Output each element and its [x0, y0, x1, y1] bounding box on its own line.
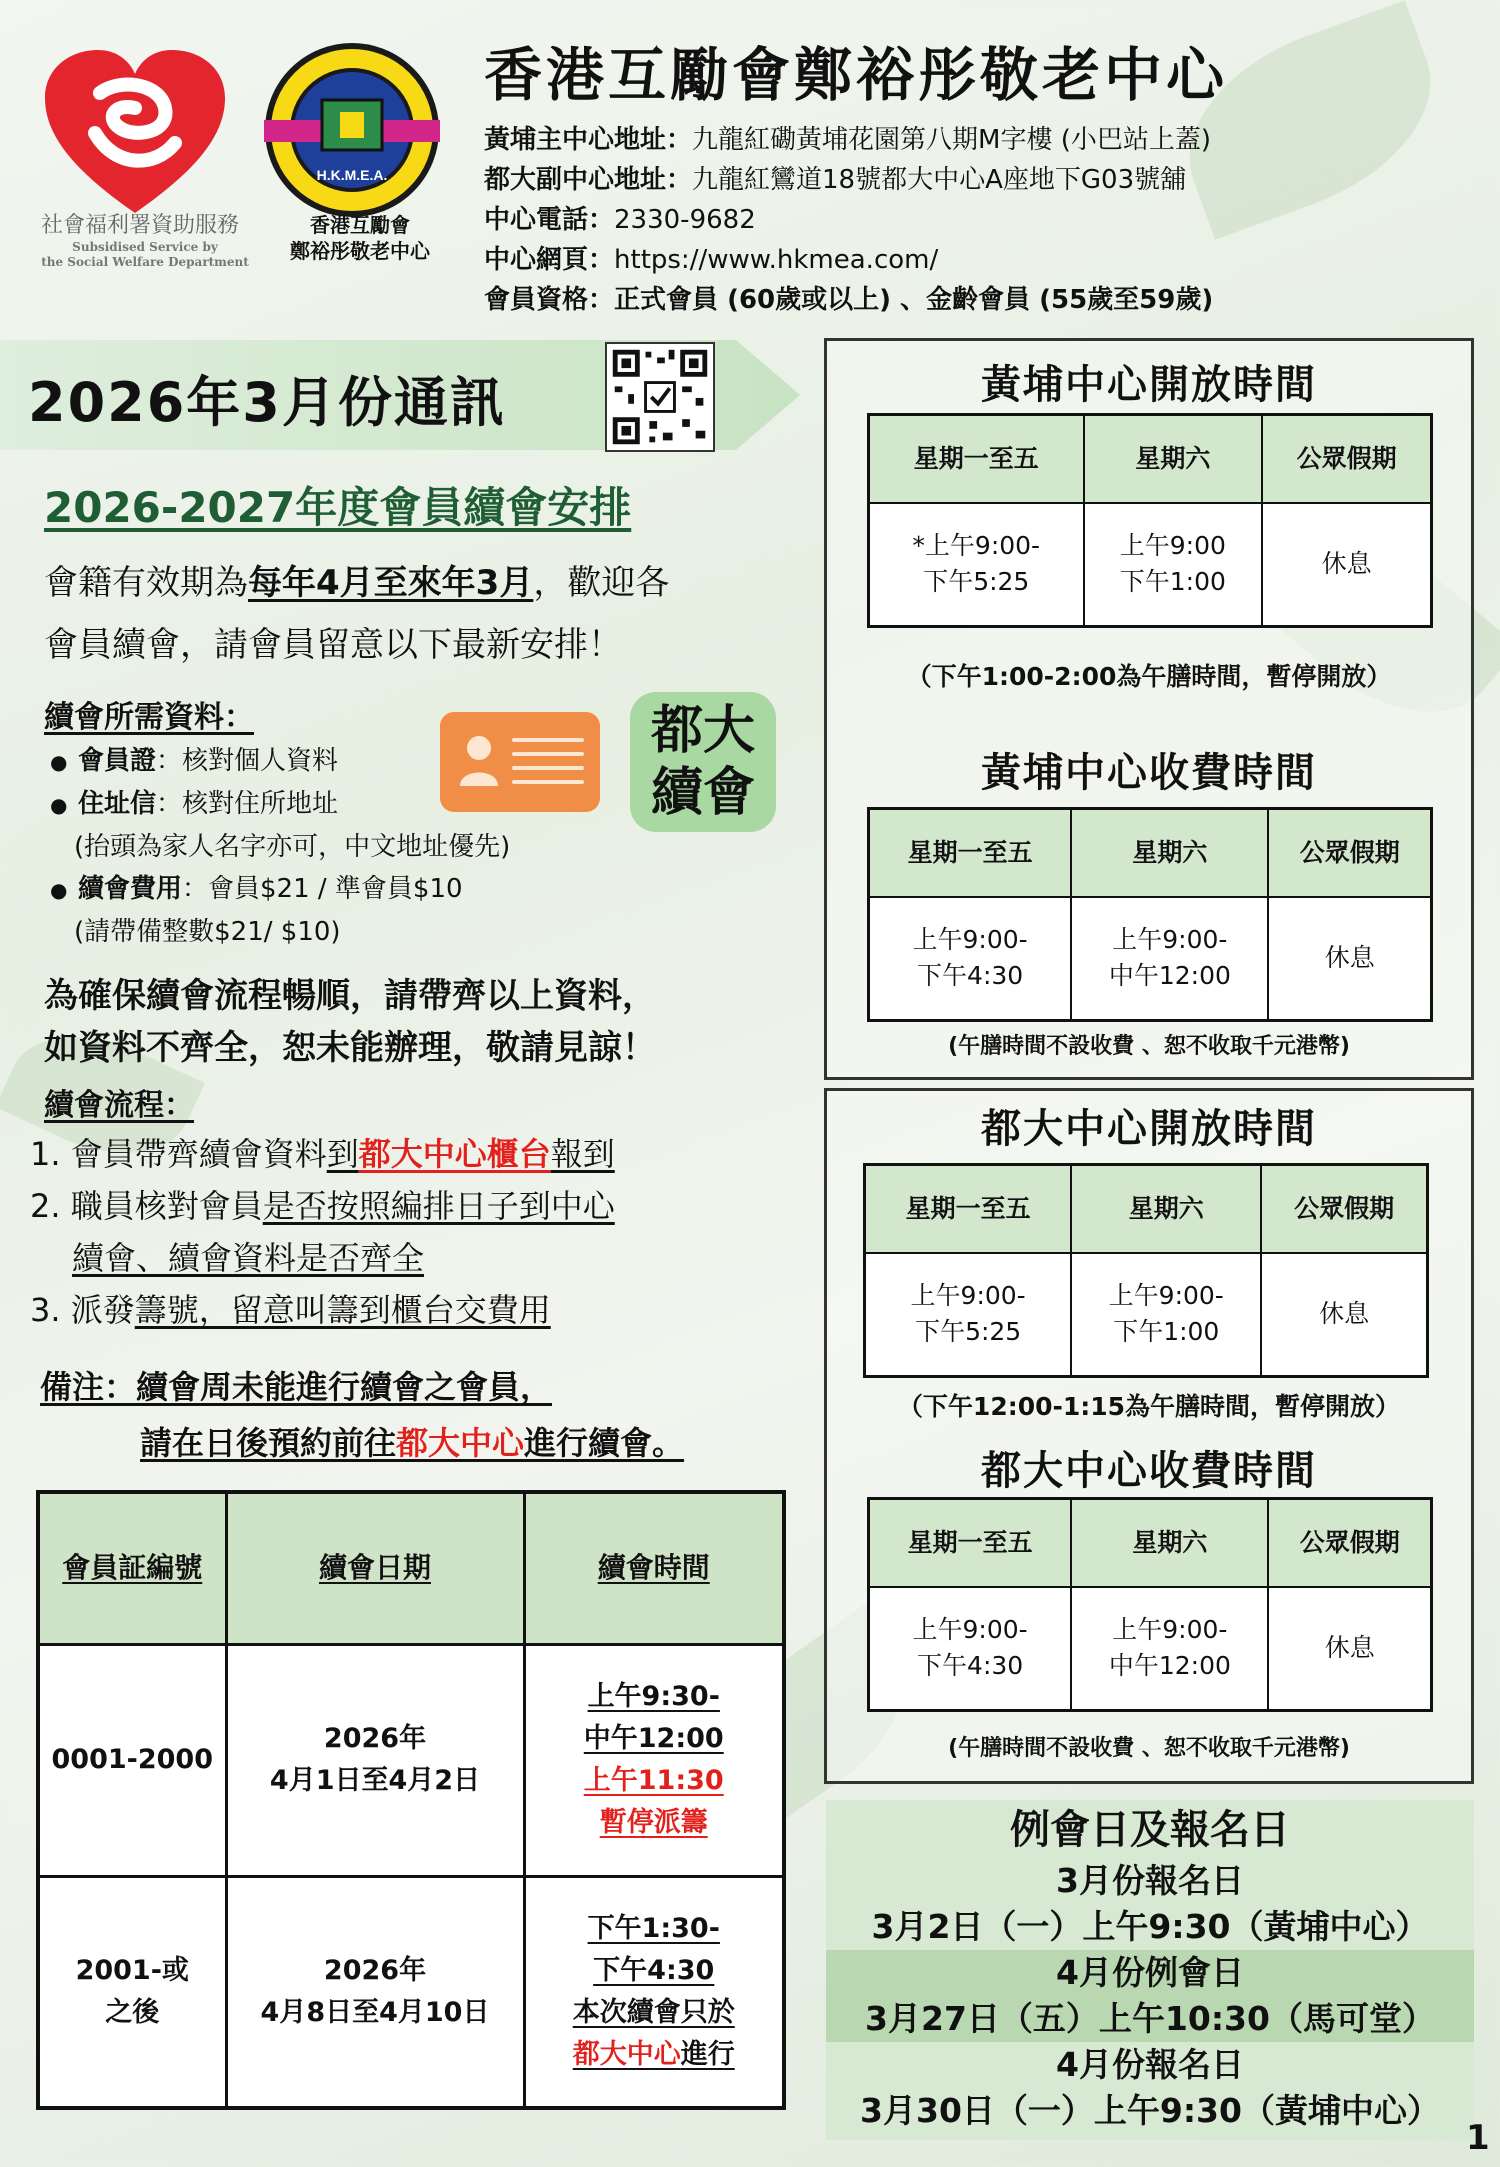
swd-chinese-text: 社會福利署資助服務	[40, 213, 239, 238]
qr-code-icon[interactable]	[605, 342, 715, 452]
warning-text: 為確保續會流程暢順，請帶齊以上資料， 如資料不齊全，恕未能辦理，敬請見諒！	[44, 976, 656, 1068]
table-cell: 休息	[1268, 1587, 1431, 1711]
list-sub-note: (請帶備整數$21/ $10)	[74, 917, 341, 947]
panel-title: 黃埔中心收費時間	[981, 750, 1317, 796]
list-item: 1. 會員帶齊續會資料到都大中心櫃台報到	[30, 1135, 615, 1173]
website-link[interactable]: https://www.hkmea.com/	[614, 245, 939, 275]
svg-text:H.K.M.E.A.: H.K.M.E.A.	[316, 167, 388, 183]
swd-heart-logo	[40, 48, 230, 218]
meeting-line: 3月27日（五）上午10:30（馬可堂）	[865, 1999, 1435, 2038]
section-title: 2026-2027年度會員續會安排	[44, 483, 632, 532]
info-line: 中心網頁：https://www.hkmea.com/	[484, 245, 939, 275]
list-item: ● 續會費用：會員$21 / 準會員$10	[50, 874, 463, 904]
table-cell: 上午9:00- 下午4:30	[869, 897, 1072, 1021]
column-header: 星期六	[1071, 809, 1268, 897]
column-header: 星期一至五	[869, 415, 1084, 503]
id-card-lines	[512, 738, 584, 794]
info-line: 黃埔主中心地址：九龍紅磡黃埔花園第八期M字樓 (小巴站上蓋)	[484, 125, 1212, 155]
page-title: 香港互勵會鄭裕彤敬老中心	[484, 41, 1229, 109]
page-number: 1	[1466, 2118, 1490, 2158]
table-cell: 休息	[1268, 897, 1431, 1021]
table-cell: 上午9:30- 中午12:00 上午11:30 暫停派籌	[524, 1644, 784, 1876]
table-cell: 上午9:00 下午1:00	[1084, 503, 1263, 627]
info-line: 中心電話：2330-9682	[484, 205, 756, 235]
list-item: 2. 職員核對會員是否按照編排日子到中心	[30, 1187, 615, 1225]
column-header: 星期六	[1071, 1165, 1261, 1253]
table-row	[38, 1644, 784, 1876]
lunch-note: （下午12:00-1:15為午膳時間，暫停開放）	[897, 1392, 1401, 1421]
table-header-row	[38, 1492, 784, 1644]
lunch-note: （下午1:00-2:00為午膳時間，暫停開放）	[906, 662, 1392, 691]
meeting-line: 3月2日（一）上午9:30（黃埔中心）	[871, 1907, 1429, 1946]
column-header: 公眾假期	[1268, 1499, 1431, 1587]
table-cell: 上午9:00- 中午12:00	[1071, 897, 1268, 1021]
requirements-title: 續會所需資料：	[44, 700, 254, 735]
column-header: 星期六	[1071, 1499, 1268, 1587]
ou-fee-hours-table	[867, 1497, 1433, 1712]
table-cell: 上午9:00- 中午12:00	[1071, 1587, 1268, 1711]
meeting-title: 例會日及報名日	[1010, 1807, 1290, 1853]
table-cell: 0001-2000	[38, 1644, 226, 1876]
newsletter-title: 2026年3月份通訊	[28, 371, 506, 434]
table-row	[38, 1876, 784, 2108]
column-header: 星期一至五	[869, 1499, 1072, 1587]
meeting-lines	[826, 1858, 1474, 2134]
ou-open-hours-table	[863, 1163, 1429, 1378]
meeting-line: 4月份例會日	[1056, 1953, 1244, 1992]
table-cell: 上午9:00- 下午1:00	[1071, 1253, 1261, 1377]
panel-title: 黃埔中心開放時間	[981, 362, 1317, 408]
table-cell: *上午9:00- 下午5:25	[869, 503, 1084, 627]
whampoa-fee-hours-table	[867, 807, 1433, 1022]
whampoa-open-hours-table	[867, 413, 1433, 628]
renewal-schedule-table	[36, 1490, 786, 2110]
table-cell: 上午9:00- 下午4:30	[869, 1587, 1072, 1711]
process-steps	[30, 1128, 750, 1336]
column-header: 公眾假期	[1268, 809, 1431, 897]
column-header: 星期一至五	[869, 809, 1072, 897]
column-header: 續會時間	[524, 1492, 784, 1644]
list-item: 續會、續會資料是否齊全	[72, 1239, 425, 1277]
table-cell: 下午1:30- 下午4:30 本次續會只於 都大中心進行	[524, 1876, 784, 2108]
column-header: 星期一至五	[865, 1165, 1072, 1253]
meeting-line: 3月份報名日	[1056, 1861, 1244, 1900]
process-title: 續會流程：	[44, 1088, 194, 1123]
badge-name: 香港互勵會 鄭裕彤敬老中心	[290, 213, 430, 263]
panel-title: 都大中心收費時間	[981, 1448, 1317, 1494]
panel-title: 都大中心開放時間	[981, 1106, 1317, 1152]
table-cell: 2026年 4月1日至4月2日	[226, 1644, 524, 1876]
table-cell: 2026年 4月8日至4月10日	[226, 1876, 524, 2108]
list-item: ● 會員證：核對個人資料	[50, 746, 339, 776]
list-sub-note: (抬頭為家人名字亦可，中文地址優先)	[74, 832, 511, 862]
column-header: 續會日期	[226, 1492, 524, 1644]
column-header: 公眾假期	[1262, 415, 1431, 503]
list-item: 3. 派發籌號，留意叫籌到櫃台交費用	[30, 1291, 551, 1329]
whampoa-hours-panel	[824, 338, 1474, 1080]
info-line: 會員資格：正式會員 (60歲或以上) 、金齡會員 (55歲至59歲)	[484, 285, 1214, 315]
meeting-line: 3月30日（一）上午9:30（黃埔中心）	[860, 2091, 1440, 2130]
list-item: ● 住址信：核對住所地址	[50, 789, 339, 819]
column-header: 星期六	[1084, 415, 1263, 503]
column-header: 公眾假期	[1261, 1165, 1427, 1253]
person-icon	[458, 732, 500, 788]
remark-line: 備注：續會周未能進行續會之會員，	[40, 1368, 553, 1406]
ou-hours-panel	[824, 1088, 1474, 1784]
table-cell: 休息	[1262, 503, 1431, 627]
info-line: 都大副中心地址：九龍紅鸞道18號都大中心A座地下G03號舖	[484, 165, 1187, 195]
meeting-line: 4月份報名日	[1056, 2045, 1244, 2084]
ou-renewal-tag: 都大 續會	[630, 692, 776, 832]
table-cell: 2001-或 之後	[38, 1876, 226, 2108]
fee-note: (午膳時間不設收費 、恕不收取千元港幣)	[948, 1736, 1350, 1761]
center-info	[484, 120, 1213, 320]
swd-english-text: Subsidised Service by the Social Welfare Department	[41, 240, 249, 269]
table-cell: 上午9:00- 下午5:25	[865, 1253, 1072, 1377]
table-cell: 休息	[1261, 1253, 1427, 1377]
remark-line: 請在日後預約前往都大中心進行續會。	[140, 1424, 685, 1462]
fee-note: (午膳時間不設收費 、恕不收取千元港幣)	[948, 1034, 1350, 1059]
column-header: 會員証編號	[38, 1492, 226, 1644]
hkmea-badge-logo	[262, 40, 442, 220]
intro-text: 會籍有效期為每年4月至來年3月，歡迎各 會員續會，請會員留意以下最新安排！	[44, 563, 670, 665]
